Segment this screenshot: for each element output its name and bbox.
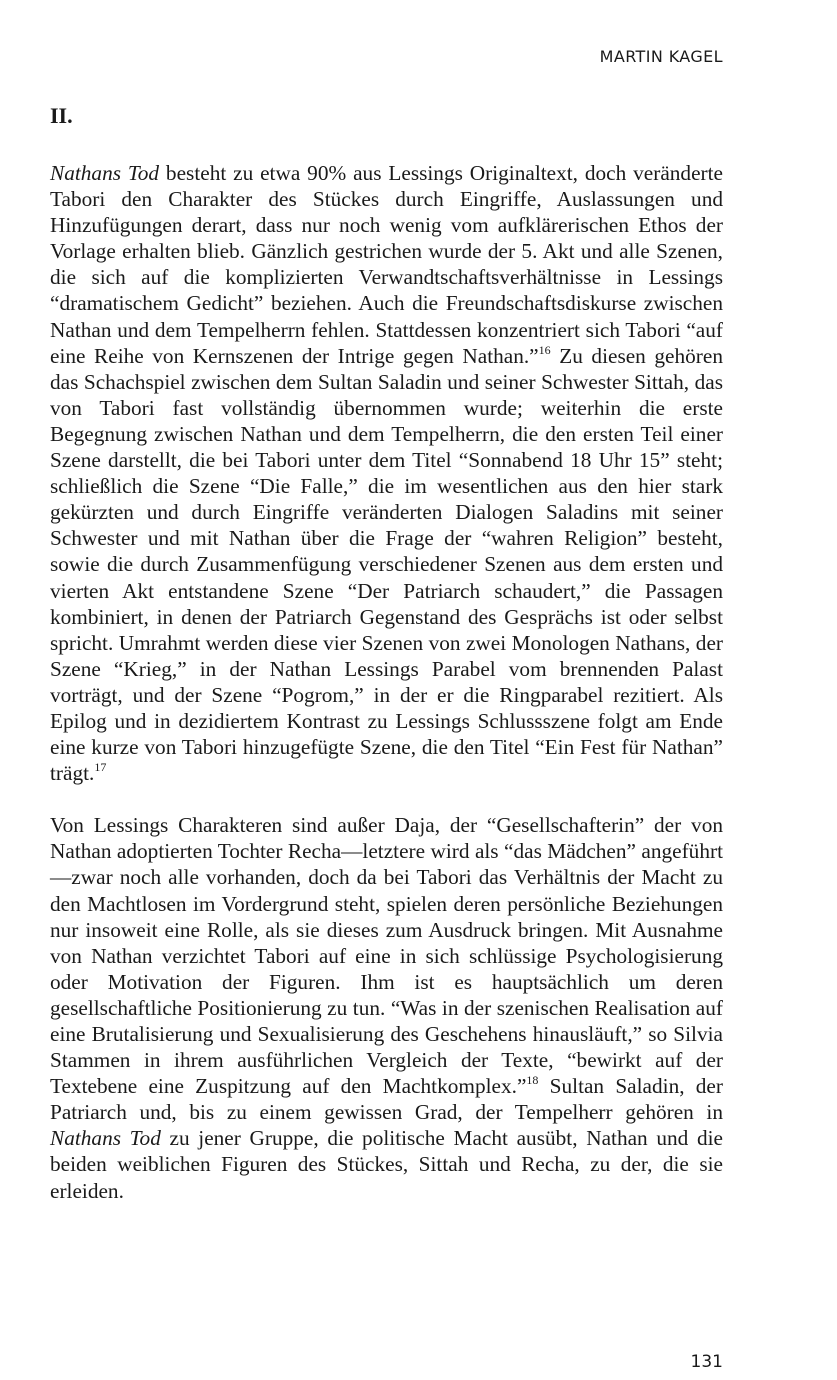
- work-title: Nathans Tod: [50, 1126, 161, 1151]
- work-title: Nathans Tod: [50, 161, 160, 185]
- paragraph-2: [50, 812, 723, 1203]
- body-text: [50, 160, 723, 1204]
- paragraph-text: Sultan Saladin, der Patriarch und, bis zu einem gewissen Grad, der Tempelherr gehören in: [50, 1074, 723, 1125]
- running-head: MARTIN KAGEL: [599, 47, 723, 66]
- page-number: 131: [690, 1352, 723, 1372]
- footnote-marker: 16: [538, 342, 551, 357]
- section-heading: II.: [50, 103, 73, 128]
- paragraph-text: besteht zu etwa 90% aus Lessings Originaltext, doch veränderte Tabori den Charakter des Stückes durch Eingriffe, Auslassungen und Hinzufügungen derart, dass nur noch wenig vom aufklärerischen Ethos der Vorlage erhalten blieb. Gänzlich gestrichen wurde der 5. Akt und alle Szenen, die sich auf die komplizierten Verwandtschaftsverhältnisse in Lessings “dramatischem Gedicht” beziehen. Auch die Freundschaftsdiskurse zwischen Nathan und dem Tempelherrn fehlen. Stattdessen konzentriert sich Tabori “auf eine Reihe von Kernszenen der Intrige gegen Nathan.”: [50, 161, 723, 368]
- paragraph-text: Von Lessings Charakteren sind außer Daja, der “Gesellschafterin” der von Nathan adoptierten Tochter Recha—letztere wird als “das Mädchen” angeführt—zwar noch alle vorhanden, doch da bei Tabori das Verhältnis der Macht zu den Machtlosen im Vordergrund steht, spielen deren persönliche Beziehungen nur insoweit eine Rolle, als sie dieses zum Ausdruck bringen. Mit Ausnahme von Nathan verzichtet Tabori auf eine in sich schlüssige Psychologisierung oder Motivation der Figuren. Ihm ist es hauptsächlich um deren gesellschaftliche Positionierung zu tun. “Was in der szenischen Realisation auf eine Brutalisierung und Sexualisierung des Geschehens hinausläuft,” so Silvia Stammen in ihrem ausführlichen Vergleich der Texte, “bewirkt auf der Textebene eine Zuspitzung auf den Machtkomplex.”: [50, 813, 723, 1099]
- paragraph-1: [50, 160, 723, 786]
- footnote-marker: 18: [526, 1073, 539, 1088]
- paragraph-text: Zu diesen gehören das Schachspiel zwischen dem Sultan Saladin und seiner Schwester Sittah, das von Tabori fast vollständig übernommen wurde; weiterhin die erste Begegnung zwischen Nathan und dem Tempelherrn, die den ersten Teil einer Szene darstellt, die bei Tabori unter dem Titel “Sonnabend 18 Uhr 15” steht; schließlich die Szene “Die Falle,” die im wesentlichen aus den hier stark gekürzten und durch Eingriffe veränderten Dialogen Saladins mit seiner Schwester und mit Nathan über die Frage der “wahren Religion” besteht, sowie die durch Zusammenfügung verschiedener Szenen aus dem ersten und vierten Akt entstandene Szene “Der Patriarch schaudert,” die Passagen kombiniert, in denen der Patriarch Gegenstand des Gesprächs ist oder selbst spricht. Umrahmt werden diese vier Szenen von zwei Monologen Nathans, der Szene “Krieg,” in der Nathan Lessings Parabel vom brennenden Palast vorträgt, und der Szene “Pogrom,” in der er die Ringparabel rezitiert. Als Epilog und in dezidiertem Kontrast zu Lessings Schlussszene folgt am Ende eine kurze von Tabori hinzugefügte Szene, die den Titel “Ein Fest für Nathan” trägt.: [50, 343, 723, 786]
- paragraph-text: zu jener Gruppe, die politische Macht ausübt, Nathan und die beiden weiblichen Figuren des Stückes, Sittah und Recha, zu der, die sie erleiden.: [50, 1126, 723, 1203]
- footnote-marker: 17: [94, 760, 107, 775]
